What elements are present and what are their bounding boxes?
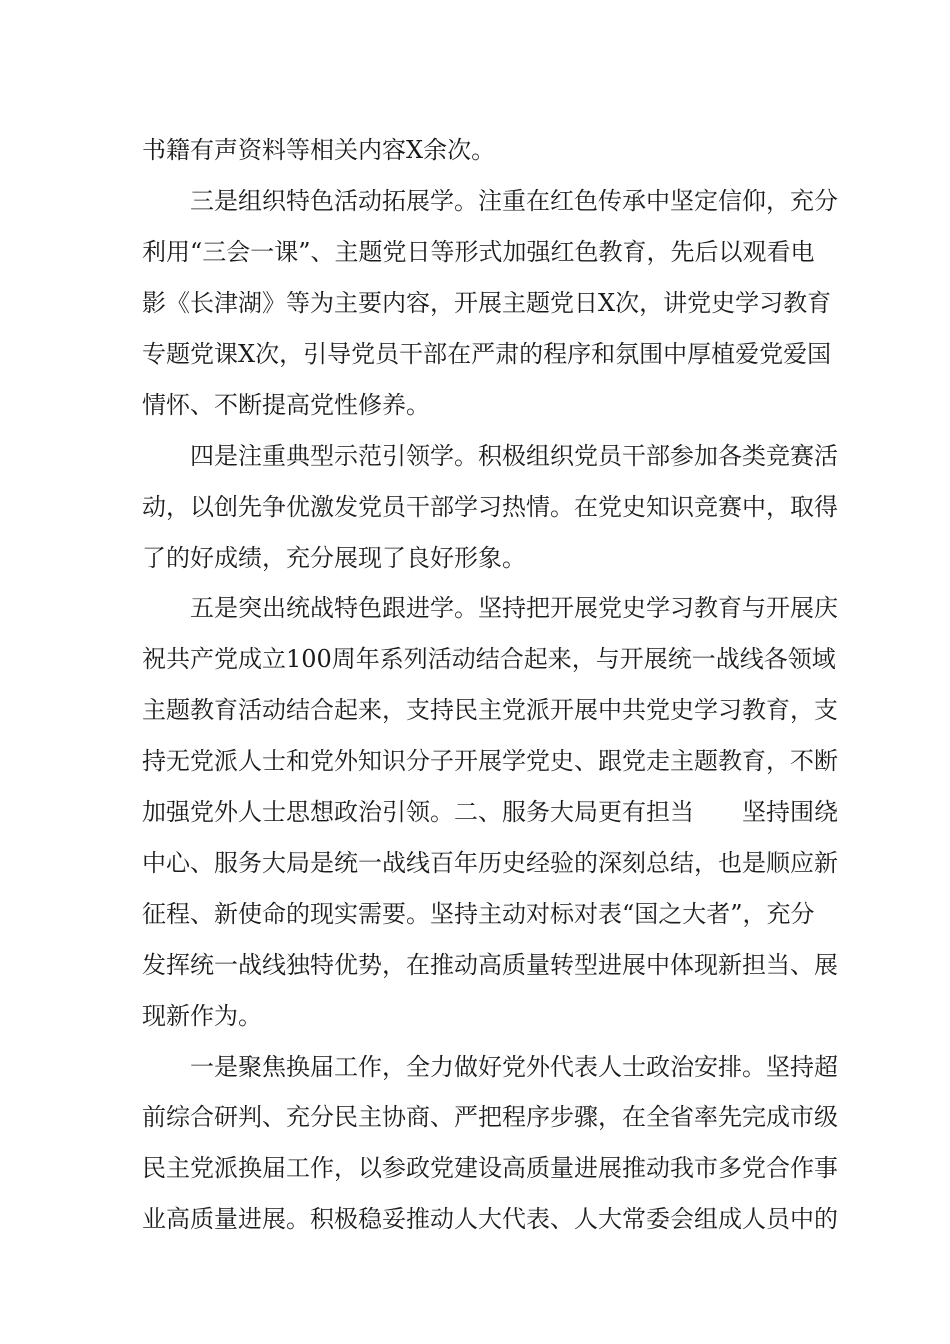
text-line: 利用“三会一课”、主题党日等形式加强红色教育，先后以观看电 [142,238,815,266]
text-line: 现新作为。 [142,1002,262,1030]
text-line: 前综合研判、充分民主协商、严把程序步骤，在全省率先完成市级 [142,1103,838,1131]
text-line: 发挥统一战线独特优势，在推动高质量转型进展中体现新担当、展 [142,951,838,979]
text-line: 动，以创先争优激发党员干部学习热情。在党史知识竞赛中，取得 [142,493,838,521]
text-line: 了的好成绩，充分展现了良好形象。 [142,544,526,572]
text-line: 主题教育活动结合起来，支持民主党派开展中共党史学习教育，支 [142,696,838,724]
paragraph-first-line: 三是组织特色活动拓展学。注重在红色传承中坚定信仰，充分 [190,187,838,215]
text-line: 情怀、不断提高党性修养。 [142,391,430,419]
text-line: 征程、新使命的现实需要。坚持主动对标对表“国之大者”，充分 [142,900,815,928]
paragraph-first-line: 一是聚焦换届工作，全力做好党外代表人士政治安排。坚持超 [190,1053,838,1081]
paragraph-first-line: 五是突出统战特色跟进学。坚持把开展党史学习教育与开展庆 [190,594,838,622]
text-line: 民主党派换届工作，以参政党建设高质量进展推动我市多党合作事 [142,1154,838,1182]
text-line: 业高质量进展。积极稳妥推动人大代表、人大常委会组成人员中的 [142,1205,838,1233]
text-line: 祝共产党成立100周年系列活动结合起来，与开展统一战线各领域 [142,645,836,673]
paragraph-first-line: 四是注重典型示范引领学。积极组织党员干部参加各类竞赛活 [190,442,838,470]
text-line: 加强党外人士思想政治引领。二、服务大局更有担当 坚持围绕 [142,798,838,826]
text-line: 书籍有声资料等相关内容X余次。 [142,136,496,164]
text-line: 持无党派人士和党外知识分子开展学党史、跟党走主题教育，不断 [142,747,838,775]
text-line: 专题党课X次，引导党员干部在严肃的程序和氛围中厚植爱党爱国 [142,340,832,368]
text-line: 中心、服务大局是统一战线百年历史经验的深刻总结，也是顺应新 [142,849,838,877]
text-line: 影《长津湖》等为主要内容，开展主题党日X次，讲党史学习教育 [142,289,832,317]
